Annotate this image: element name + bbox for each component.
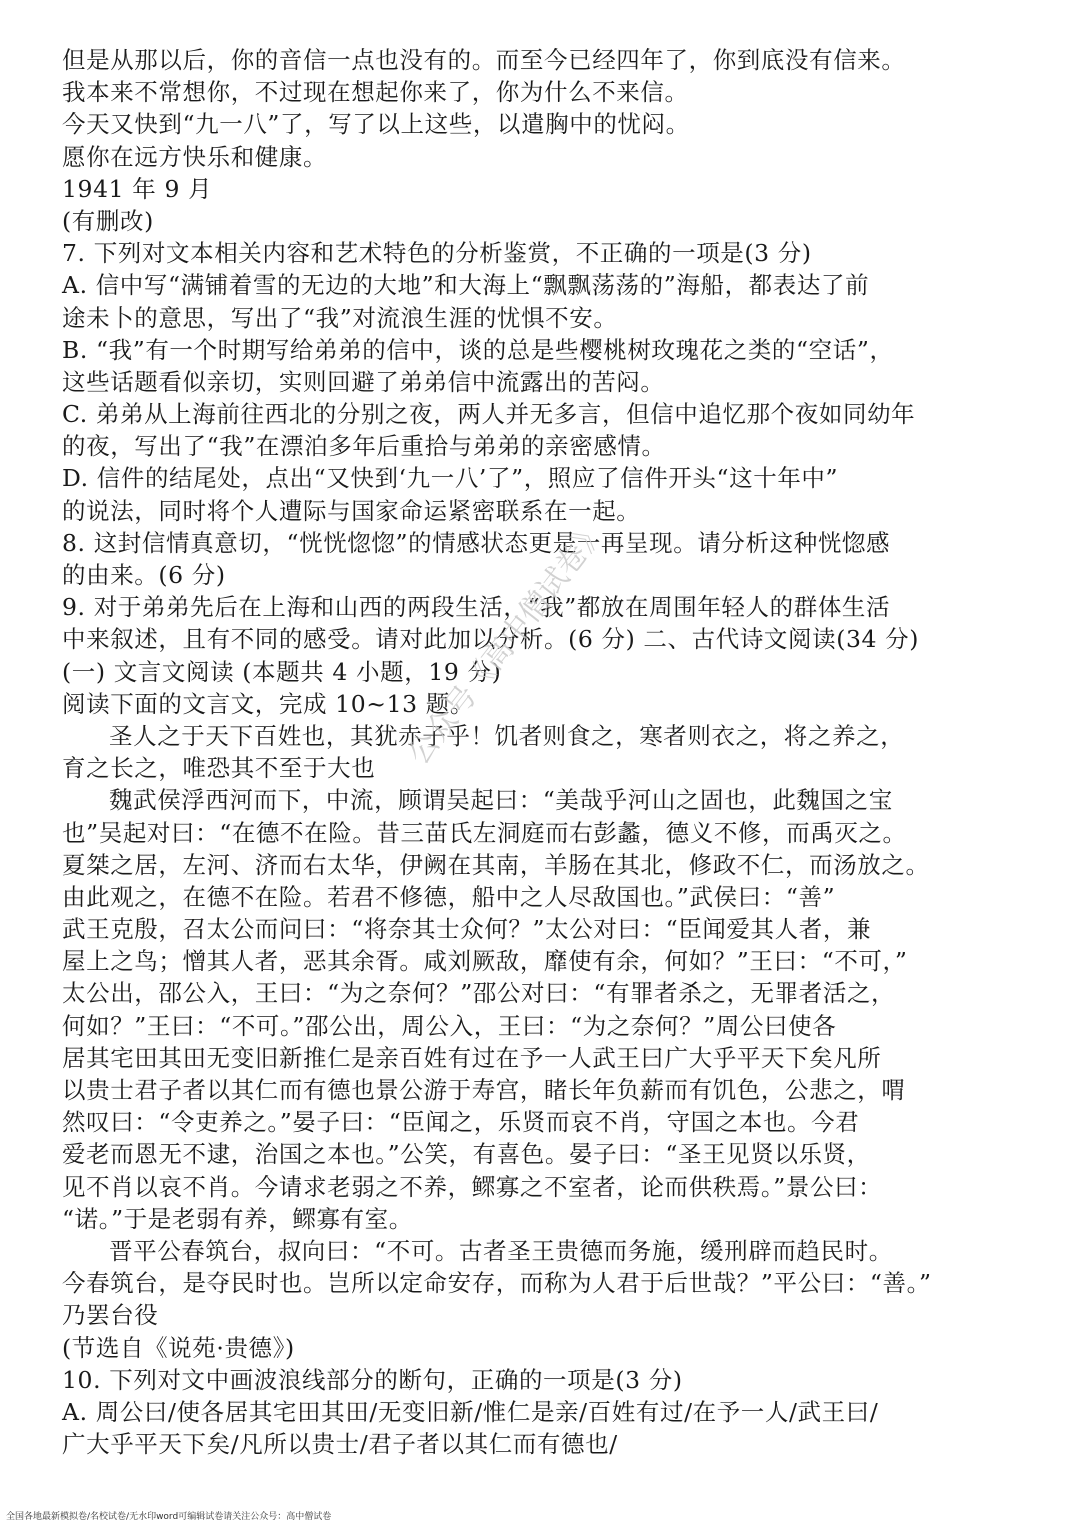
- passage-line: 今春筑台，是夺民时也。岂所以定命安存，而称为人君于后世哉？”平公曰：“善。”: [62, 1269, 932, 1298]
- passage-line: 由此观之，在德不在险。若君不修德，船中之人尽敌国也。”武侯曰：“善”: [62, 882, 836, 911]
- footer-note: 全国各地最新模拟卷/名校试卷/无水印word可编辑试卷请关注公众号：高中僧试卷: [6, 1512, 332, 1522]
- question-10-option-a-cont: 广大乎平天下矣/凡所以贵士/君子者以其仁而有德也/: [62, 1430, 618, 1459]
- passage-line: 居其宅田其田无变旧新推仁是亲百姓有过在予一人武王曰广大乎平天下矣凡所: [62, 1043, 882, 1072]
- passage-line: “诺。”于是老弱有养，鳏寡有室。: [62, 1204, 413, 1233]
- watermark-text: 公众号《高中僧试卷》: [401, 513, 614, 772]
- document-body: [62, 44, 1062, 1460]
- question-9-cont: 中来叙述，且有不同的感受。请对此加以分析。(6 分) 二、古代诗文阅读(34 分): [62, 625, 920, 654]
- passage-line: 魏武侯浮西河而下，中流，顾谓吴起曰：“美哉乎河山之固也，此魏国之宝: [109, 786, 893, 815]
- passage-line: 乃罢台役: [62, 1301, 159, 1330]
- passage-line: 也”吴起对曰：“在德不在险。昔三苗氏左洞庭而右彭蠡，德义不修，而禹灭之。: [62, 818, 907, 847]
- passage-line: 圣人之于天下百姓也，其犹赤子乎！饥者则食之，寒者则衣之，将之养之，: [109, 721, 905, 750]
- text-line: 今天又快到“九一八”了，写了以上这些，以遣胸中的忧闷。: [62, 110, 690, 139]
- passage-line: 然叹曰：“令吏养之。”晏子曰：“臣闻之，乐贤而哀不肖，守国之本也。今君: [62, 1108, 860, 1137]
- letter-date: 1941 年 9 月: [62, 174, 213, 203]
- passage-line: 武王克殷，召太公而问曰：“将奈其士众何？”太公对曰：“臣闻爱其人者，兼: [62, 915, 872, 944]
- question-8-cont: 的由来。(6 分): [62, 561, 226, 589]
- passage-line: 以贵士君子者以其仁而有德也景公游于寿宫，睹长年负薪而有饥色，公悲之，喟: [62, 1076, 906, 1104]
- question-10-option-a: A. 周公曰/使各居其宅田其田/无变旧新/惟仁是亲/百姓有过/在予一人/武王曰/: [62, 1397, 879, 1426]
- passage-source: (节选自《说苑·贵德》): [62, 1333, 295, 1362]
- option-d: D. 信件的结尾处，点出“又快到‘九一八’了”，照应了信件开头“这十年中”: [62, 464, 839, 493]
- passage-line: 夏桀之居，左河、济而右太华，伊阙在其南，羊肠在其北，修政不仁，而汤放之。: [62, 850, 930, 879]
- option-b-cont: 这些话题看似亲切，实则回避了弟弟信中流露出的苦闷。: [62, 367, 665, 396]
- option-a-cont: 途未卜的意思，写出了“我”对流浪生涯的忧惧不安。: [62, 303, 618, 332]
- question-10: 10. 下列对文中画波浪线部分的断句，正确的一项是(3 分): [62, 1365, 683, 1394]
- passage-line: 见不肖以哀不肖。今请求老弱之不养，鳏寡之不室者，论而供秩焉。”景公曰：: [62, 1172, 883, 1201]
- option-b: B. “我”有一个时期写给弟弟的信中，谈的总是些樱桃树玫瑰花之类的“空话”，: [62, 335, 894, 364]
- text-line: 愿你在远方快乐和健康。: [62, 142, 328, 171]
- passage-line: 晋平公春筑台，叔向曰：“不可。古者圣王贵德而务施，缓刑辟而趋民时。: [109, 1236, 893, 1265]
- option-a: A. 信中写“满铺着雪的无边的大地”和大海上“飘飘荡荡的”海船，都表达了前: [62, 271, 870, 300]
- question-8: 8. 这封信情真意切，“恍恍惚惚”的情感状态更是一再呈现。请分析这种恍惚感: [62, 528, 891, 557]
- source-note: (有删改): [62, 206, 154, 235]
- passage-line: 太公出，邵公入，王曰：“为之奈何？”邵公对曰：“有罪者杀之，无罪者活之，: [62, 979, 896, 1008]
- text-line: 但是从那以后，你的音信一点也没有的。而至今已经四年了，你到底没有信来。: [62, 46, 906, 74]
- option-d-cont: 的说法，同时将个人遭际与国家命运紧密联系在一起。: [62, 496, 641, 525]
- question-9: 9. 对于弟弟先后在上海和山西的两段生活，“我”都放在周围年轻人的群体生活: [62, 593, 891, 622]
- text-line: 我本来不常想你，不过现在想起你来了，你为什么不来信。: [62, 78, 689, 107]
- section-heading: (一) 文言文阅读 (本题共 4 小题，19 分): [62, 657, 502, 686]
- option-c-cont: 的夜，写出了“我”在漂泊多年后重拾与弟弟的亲密感情。: [62, 432, 666, 461]
- passage-line: 何如？”王曰：“不可。”邵公出，周公入，王曰：“为之奈何？”周公曰使各: [62, 1011, 837, 1040]
- passage-line: 爱老而恩无不逮，治国之本也。”公笑，有喜色。晏子曰：“圣王见贤以乐贤，: [62, 1140, 871, 1169]
- section-instruction: 阅读下面的文言文，完成 10~13 题。: [62, 689, 474, 718]
- passage-line: 育之长之，唯恐其不至于大也: [62, 754, 376, 783]
- option-c: C. 弟弟从上海前往西北的分别之夜，两人并无多言，但信中追忆那个夜如同幼年: [62, 400, 916, 429]
- passage-line: 屋上之鸟；憎其人者，恶其余胥。咸刘厥敌，靡使有余，何如？”王曰：“不可，”: [62, 947, 908, 976]
- question-7: 7. 下列对文本相关内容和艺术特色的分析鉴赏，不正确的一项是(3 分): [62, 239, 812, 268]
